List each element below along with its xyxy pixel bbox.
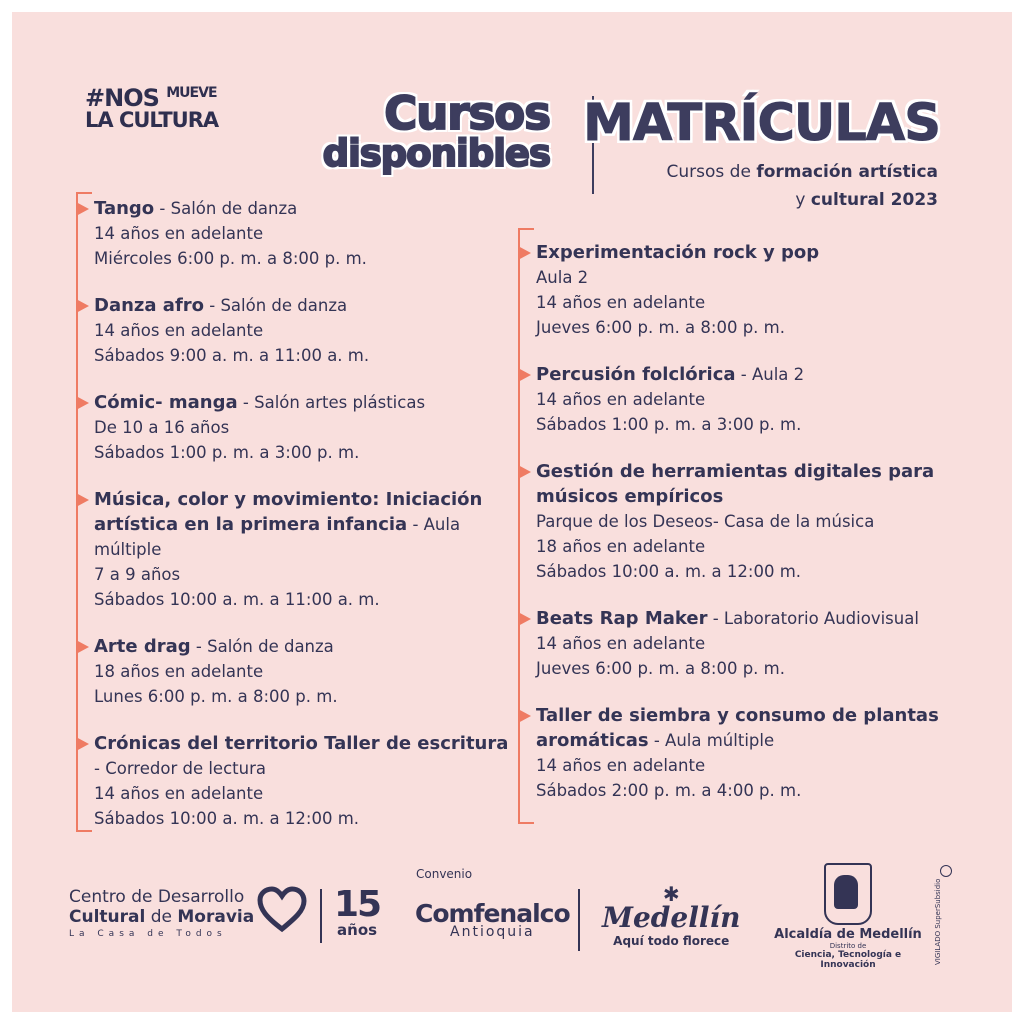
years-word: años bbox=[337, 921, 378, 939]
hashtag-logo bbox=[85, 86, 218, 131]
course-detail: Sábados 10:00 a. m. a 12:00 m. bbox=[94, 809, 360, 828]
course-title: Taller de siembra y consumo de plantas aromáticas bbox=[536, 705, 939, 751]
moravia-bold1: Cultural bbox=[69, 907, 146, 927]
course-detail: Aula 2 bbox=[536, 268, 589, 287]
course-title: Arte drag bbox=[94, 636, 191, 657]
course-title: Cómic- manga bbox=[94, 392, 238, 413]
course-room: - Aula 2 bbox=[735, 365, 805, 384]
years-number: 15 bbox=[334, 884, 381, 925]
hashtag-small: MUEVE bbox=[166, 85, 217, 101]
course-detail: 7 a 9 años bbox=[94, 565, 181, 584]
course-room: - Salón artes plásticas bbox=[237, 393, 426, 412]
course-detail: Parque de los Deseos- Casa de la música bbox=[536, 512, 875, 531]
course-title: Experimentación rock y pop bbox=[536, 242, 820, 263]
moravia-bold2: Moravia bbox=[177, 907, 255, 927]
course-title: Tango bbox=[94, 198, 155, 219]
course-title: Beats Rap Maker bbox=[536, 608, 708, 629]
moravia-tagline: La Casa de Todos bbox=[69, 929, 227, 939]
course-item bbox=[518, 703, 968, 803]
course-room: - Salón de danza bbox=[154, 199, 298, 218]
arrow-icon bbox=[76, 737, 89, 751]
course-room: - Corredor de lectura bbox=[94, 759, 266, 778]
course-item bbox=[518, 362, 968, 437]
comfenalco-name: Comfenalco bbox=[415, 899, 570, 928]
medellin-logo bbox=[602, 882, 741, 948]
footer-divider-1 bbox=[320, 889, 322, 943]
course-detail: 18 años en adelante bbox=[536, 537, 706, 556]
cursos-line2: disponibles bbox=[322, 132, 550, 176]
convenio-label: Convenio bbox=[416, 867, 473, 881]
course-room: - Laboratorio Audiovisual bbox=[707, 609, 919, 628]
vigilado-text: VIGILADO SuperSubsidio bbox=[934, 878, 942, 965]
course-detail: Jueves 6:00 p. m. a 8:00 p. m. bbox=[536, 318, 785, 337]
course-detail: 14 años en adelante bbox=[94, 784, 264, 803]
arrow-icon bbox=[518, 709, 531, 723]
medellin-name: Medellín bbox=[602, 901, 741, 934]
moravia-mid: de bbox=[145, 907, 178, 927]
comfenalco-logo bbox=[415, 899, 570, 940]
coat-of-arms-icon bbox=[824, 863, 872, 925]
moravia-line1: Centro de Desarrollo bbox=[69, 887, 245, 907]
course-detail: 18 años en adelante bbox=[94, 662, 264, 681]
cursos-line1: Cursos bbox=[384, 87, 550, 140]
subtitle bbox=[667, 158, 939, 214]
arrow-icon bbox=[518, 368, 531, 382]
course-detail: 14 años en adelante bbox=[94, 224, 264, 243]
course-room: - Aula múltiple bbox=[648, 731, 775, 750]
matriculas-title: MATRÍCULAS bbox=[583, 94, 940, 153]
course-item bbox=[76, 487, 516, 612]
cursos-heading bbox=[322, 87, 550, 176]
hashtag-line2: LA CULTURA bbox=[85, 108, 219, 132]
course-detail: Sábados 10:00 a. m. a 11:00 a. m. bbox=[94, 590, 380, 609]
moravia-logo bbox=[69, 887, 254, 939]
arrow-icon bbox=[518, 465, 531, 479]
ciencia-label: Ciencia, Tecnología e Innovación bbox=[794, 950, 902, 970]
course-detail: 14 años en adelante bbox=[536, 390, 706, 409]
course-detail: Sábados 1:00 p. m. a 3:00 p. m. bbox=[536, 415, 802, 434]
distrito-label: Distrito de bbox=[829, 942, 867, 950]
fifteen-years-badge bbox=[334, 884, 381, 939]
course-item bbox=[518, 240, 968, 340]
course-item bbox=[76, 390, 516, 465]
arrow-icon bbox=[76, 299, 89, 313]
course-detail: Jueves 6:00 p. m. a 8:00 p. m. bbox=[536, 659, 785, 678]
vigilado-mark bbox=[934, 865, 954, 975]
course-detail: Sábados 9:00 a. m. a 11:00 a. m. bbox=[94, 346, 370, 365]
arrow-icon bbox=[76, 202, 89, 216]
course-detail: 14 años en adelante bbox=[536, 634, 706, 653]
course-detail: De 10 a 16 años bbox=[94, 418, 230, 437]
course-room: - Aula múltiple bbox=[94, 515, 461, 559]
alcaldia-logo bbox=[768, 863, 928, 970]
medellin-tagline: Aquí todo florece bbox=[613, 934, 730, 948]
flower-icon: ✱ bbox=[662, 882, 680, 906]
course-detail: Sábados 2:00 p. m. a 4:00 p. m. bbox=[536, 781, 802, 800]
heart-icon bbox=[256, 885, 308, 935]
course-item bbox=[518, 459, 968, 584]
hashtag-line1: #NOS bbox=[85, 84, 159, 112]
course-detail: Miércoles 6:00 p. m. a 8:00 p. m. bbox=[94, 249, 367, 268]
course-item bbox=[76, 196, 516, 271]
supersubsidio-icon bbox=[940, 865, 952, 877]
course-item bbox=[518, 606, 968, 681]
footer-divider-2 bbox=[578, 889, 580, 951]
course-detail: Sábados 1:00 p. m. a 3:00 p. m. bbox=[94, 443, 360, 462]
course-item bbox=[76, 731, 516, 831]
course-item bbox=[76, 634, 516, 709]
course-detail: Sábados 10:00 a. m. a 12:00 m. bbox=[536, 562, 802, 581]
left-course-list bbox=[76, 196, 516, 853]
right-course-list bbox=[518, 240, 968, 825]
subtitle-bold: formación artística bbox=[756, 162, 938, 182]
arrow-icon bbox=[76, 493, 89, 507]
course-detail: 14 años en adelante bbox=[94, 321, 264, 340]
course-title: Gestión de herramientas digitales para músicos empíricos bbox=[536, 461, 935, 507]
footer-logos bbox=[12, 857, 1012, 977]
course-detail: 14 años en adelante bbox=[536, 756, 706, 775]
course-item bbox=[76, 293, 516, 368]
arrow-icon bbox=[518, 612, 531, 626]
arrow-icon bbox=[518, 246, 531, 260]
subtitle2-pre: y bbox=[795, 190, 811, 210]
arrow-icon bbox=[76, 396, 89, 410]
course-title: Percusión folclórica bbox=[536, 364, 736, 385]
course-title: Música, color y movimiento: Iniciación artística en la primera infancia bbox=[94, 489, 483, 535]
arrow-icon bbox=[76, 640, 89, 654]
course-title: Danza afro bbox=[94, 295, 205, 316]
course-room: - Salón de danza bbox=[204, 296, 348, 315]
course-title: Crónicas del territorio Taller de escritura bbox=[94, 733, 509, 754]
subtitle2-bold: cultural 2023 bbox=[810, 190, 938, 210]
course-detail: 14 años en adelante bbox=[536, 293, 706, 312]
course-room: - Salón de danza bbox=[190, 637, 334, 656]
poster bbox=[12, 12, 1012, 1012]
alcaldia-name: Alcaldía de Medellín bbox=[774, 927, 922, 942]
course-detail: Lunes 6:00 p. m. a 8:00 p. m. bbox=[94, 687, 338, 706]
subtitle-pre: Cursos de bbox=[666, 162, 757, 182]
antioquia-name: Antioquia bbox=[450, 924, 535, 940]
